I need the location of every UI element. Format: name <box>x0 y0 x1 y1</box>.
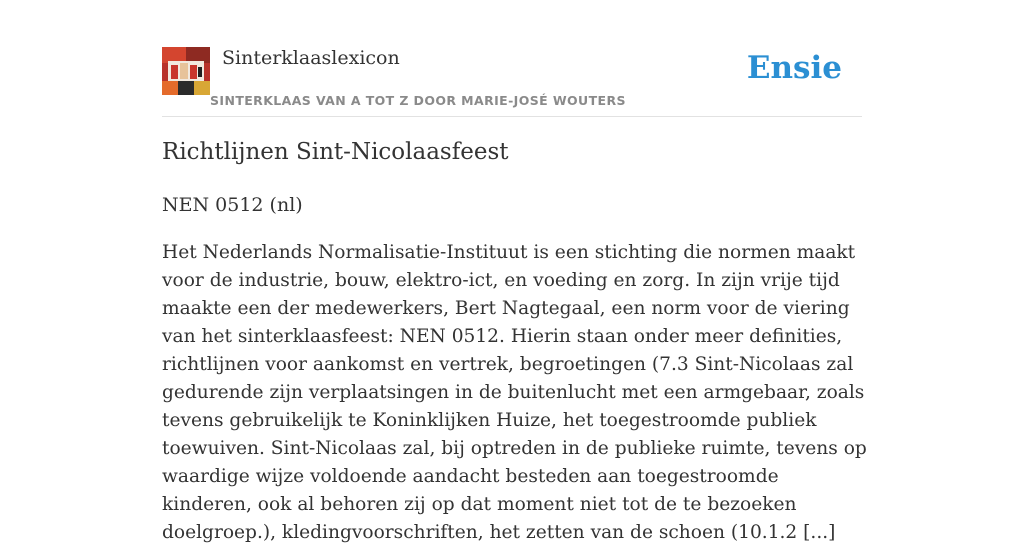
sinterklaas-avatar-icon[interactable] <box>162 47 210 95</box>
article-meta: NEN 0512 (nl) <box>162 194 303 216</box>
ensie-logo[interactable]: Ensie <box>746 50 842 86</box>
article-body: Het Nederlands Normalisatie-Instituut is een stichting die normen maakt voor de industrie, bouw, elektro-ict, en voeding en zorg. In zijn vrije tijd maakte een der medewerkers, Bert Nagtegaal, een norm voor de viering van het sinterklaasfeest: NEN 0512. Hierin staan onder meer definities, richtlijnen voor aankomst en vertrek, begroetingen (7.3 Sint-Nicolaas zal gedurende zijn verplaatsingen in de buitenlucht met een armgebaar, zoals tevens gebruikelijk te Koninklijken Huize, het toegestroomde publiek toewuiven. Sint-Nicolaas zal, bij optreden in de publieke ruimte, tevens op waardige wijze voldoende aandacht besteden aan toegestroomde kinderen, ook al behoren zij op dat moment niet tot de te bezoeken doelgroep.), kledingvoorschriften, het zetten van de schoen (10.1.2 [...] <box>162 242 867 543</box>
site-title[interactable]: Sinterklaaslexicon <box>222 47 400 69</box>
site-subtitle: SINTERKLAAS VAN A TOT Z DOOR MARIE-JOSÉ WOUTERS <box>210 93 626 108</box>
site-header <box>162 44 862 117</box>
article-title: Richtlijnen Sint-Nicolaasfeest <box>162 139 509 165</box>
